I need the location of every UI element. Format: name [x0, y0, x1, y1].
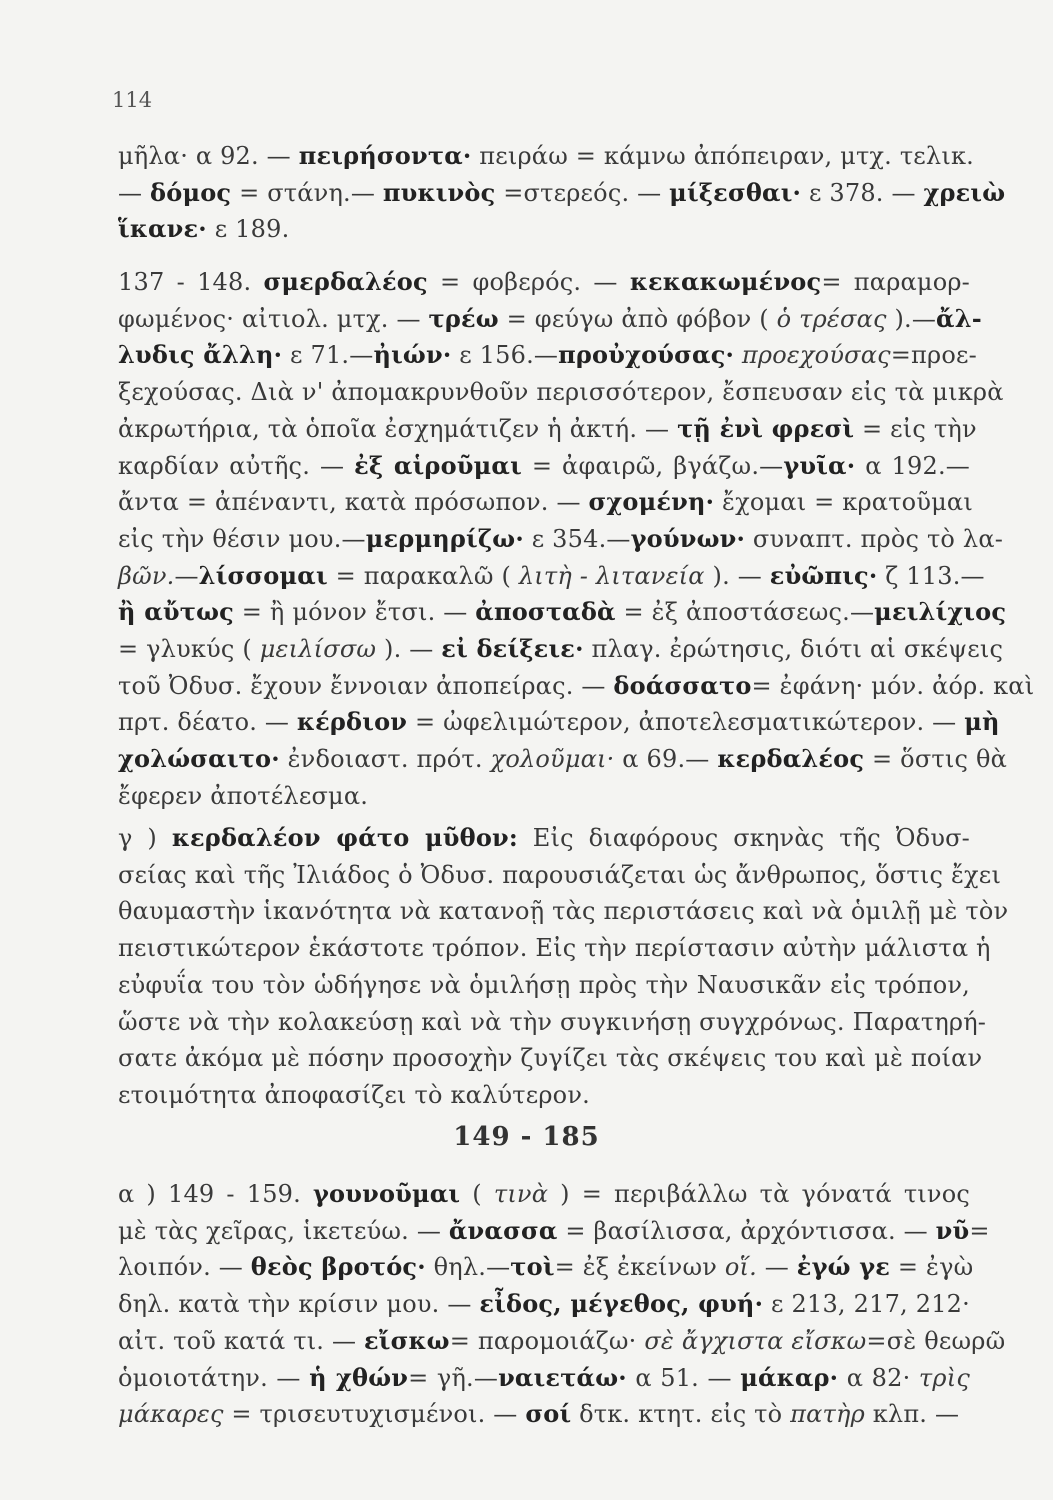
text-run: δηλ. κατὰ τὴν κρίσιν μου. —	[118, 1290, 480, 1319]
headword: πυκινὸς	[382, 177, 496, 207]
text-line	[118, 1077, 970, 1114]
text-run: μῆλα· α 92. —	[118, 142, 299, 170]
text-run: σὲ ἄγχιστα εἴσκω	[644, 1326, 867, 1355]
headword: μερμηρίζω·	[365, 523, 524, 553]
text-line	[118, 484, 973, 521]
text-line	[118, 374, 1004, 411]
text-line	[118, 264, 970, 301]
headword: γυῖα·	[783, 450, 856, 480]
headword: μὴ	[964, 707, 1000, 737]
text-line	[118, 138, 974, 175]
text-line	[118, 411, 977, 448]
text-line	[118, 301, 982, 338]
text-run: —	[118, 178, 151, 207]
text-run: πλαγ. ἐρώτησις, διότι αἱ σκέψεις	[583, 635, 1004, 664]
text-run: εὐφυΐα του τὸν ὡδήγησε νὰ ὁμιλήσῃ πρὸς τὴν Ναυσικᾶν εἰς τρόπον,	[118, 970, 970, 999]
text-run: =προε-	[890, 341, 977, 370]
text-run: α 51. —	[626, 1363, 741, 1392]
headword: κεκακωμένος	[629, 267, 822, 296]
headword: κερδαλέος	[717, 744, 865, 774]
text-run: λιτὴ - λιτανεία	[518, 561, 705, 590]
text-line	[118, 1004, 987, 1041]
text-run: = παρομοιάζω·	[449, 1326, 645, 1355]
headword: εἴσκω	[364, 1325, 450, 1355]
text-run: δτκ. κτητ. εἰς τὸ	[571, 1400, 791, 1429]
text-run: =στερεός. —	[495, 178, 670, 207]
headword: θεὸς βροτός·	[250, 1252, 426, 1282]
text-line	[118, 594, 1007, 631]
text-run: ἔφερεν ἀποτέλεσμα.	[118, 781, 369, 810]
headword: λυδις ἄλλη·	[118, 340, 283, 370]
text-run: ε 71.—	[282, 341, 374, 370]
text-run: κλπ. —	[864, 1400, 960, 1429]
text-run: πειράω = κάμνω ἀπόπειραν, μτχ. τελικ.	[471, 142, 974, 170]
text-line	[118, 704, 1000, 741]
text-run: σατε ἀκόμα μὲ πόσην προσοχὴν ζυγίζει τὰς σκέψεις του καὶ μὲ ποίαν	[118, 1044, 983, 1073]
text-run: μάκαρες	[118, 1400, 224, 1429]
text-line	[118, 930, 991, 967]
text-run: ε 156.—	[451, 341, 559, 370]
text-run: ). —	[704, 561, 770, 590]
text-run: ξεχούσας. Διὰ ν' ἀπομακρυνθοῦν περισσότερον, ἔσπευσαν εἰς τὰ μικρὰ	[118, 378, 1004, 407]
headword: μειλίχιος	[874, 597, 1007, 627]
text-run: = γλυκύς (	[118, 635, 260, 664]
headword: ἵκανε·	[118, 214, 207, 244]
headword: ἀποσταδὰ	[475, 597, 616, 627]
text-run: εἰς τὴν θέσιν μου.—	[118, 524, 366, 553]
headword: χρειὼ	[923, 177, 1006, 207]
text-run: ε 378. —	[801, 178, 924, 207]
headword: τοὶ	[510, 1252, 555, 1282]
headword: τρέω	[428, 303, 499, 333]
text-run: ἐνδοιαστ. πρότ.	[279, 745, 491, 774]
text-run: καρδίαν αὐτῆς. —	[118, 451, 355, 480]
text-line	[118, 1396, 970, 1433]
text-run: ). —	[376, 635, 442, 664]
text-run: = ἐγὼ	[890, 1253, 974, 1282]
text-run: ).—	[886, 304, 937, 333]
headword: σοί	[525, 1399, 572, 1429]
glossary-block-1	[118, 138, 1006, 248]
text-run: χολοῦμαι·	[490, 745, 615, 774]
text-line	[118, 1249, 974, 1286]
headword: γούνων·	[630, 523, 746, 553]
text-line	[118, 448, 970, 485]
text-run: θηλ.—	[425, 1253, 511, 1282]
text-run: = παρακαλῶ (	[327, 561, 519, 590]
text-line	[118, 668, 1035, 705]
headword: εἰ δείξειε·	[441, 634, 584, 664]
text-run: προεχούσας	[734, 341, 891, 370]
text-run: = εἰς τὴν	[854, 414, 977, 443]
text-line	[118, 893, 1009, 930]
text-line	[118, 211, 970, 248]
text-run: ε 354.—	[523, 524, 631, 553]
text-run: πειστικώτερον ἑκάστοτε τρόπον. Εἰς τὴν περίστασιν αὐτὴν μάλιστα ἡ	[118, 934, 991, 963]
text-run: συναπτ. πρὸς τὸ λα-	[745, 524, 1004, 553]
page-number: 114	[112, 88, 153, 112]
text-run: βῶν.	[118, 561, 175, 590]
text-run: α 82·	[838, 1363, 919, 1392]
headword: νῦ	[935, 1215, 970, 1245]
headword: προὐχούσας·	[558, 340, 735, 370]
text-line	[118, 1176, 970, 1213]
text-run: —	[174, 561, 199, 590]
headword: ναιετάω·	[498, 1362, 627, 1392]
headword: κέρδιον	[296, 707, 408, 737]
text-line	[118, 1360, 970, 1397]
headword: μάκαρ·	[740, 1362, 839, 1392]
text-run: 137 - 148.	[118, 268, 264, 296]
text-run: ἄντα = ἀπέναντι, κατὰ πρόσωπον. —	[118, 488, 589, 517]
headword: γουνοῦμαι	[312, 1179, 461, 1208]
text-line	[118, 631, 1004, 668]
text-run: = ἀφαιρῶ, βγάζω.—	[521, 451, 784, 480]
section-heading: 149 - 185	[453, 1122, 600, 1152]
text-run: λοιπόν. —	[118, 1253, 251, 1282]
text-line	[118, 1286, 970, 1323]
glossary-block-4	[118, 1176, 1006, 1433]
headword: ἢ αὔτως	[118, 597, 234, 627]
headword: κερδαλέον φάτο μῦθον:	[171, 823, 518, 852]
headword: μίξεσθαι·	[669, 177, 802, 207]
text-line	[118, 820, 970, 857]
headword: πειρήσοντα·	[298, 141, 472, 170]
text-run: ετοιμότητα ἀποφασίζει τὸ καλύτερον.	[118, 1080, 590, 1109]
text-run: τοῦ Ὀδυσ. ἔχουν ἔννοιαν ἀποπείρας. —	[118, 671, 614, 700]
headword: ἄλ-	[936, 303, 982, 333]
headword: χολώσαιτο·	[118, 744, 280, 774]
text-line	[118, 1213, 990, 1250]
text-line	[118, 967, 970, 1004]
text-run: = ἐξ ἀποστάσεως.—	[615, 598, 875, 627]
text-line	[118, 337, 977, 374]
text-run: = φοβερός. —	[427, 268, 630, 296]
text-run: = στάνη.—	[231, 178, 383, 207]
text-run: Εἰς διαφόρους σκηνὰς τῆς Ὀδυσ-	[517, 824, 970, 852]
text-run: θαυμαστὴν ἱκανότητα νὰ κατανοῇ τὰς περιστάσεις καὶ νὰ ὁμιλῇ μὲ τὸν	[118, 897, 1009, 926]
text-run: γ )	[118, 824, 172, 852]
text-run: α 69.—	[614, 745, 718, 774]
text-run: αἰτ. τοῦ κατά τι. —	[118, 1326, 364, 1355]
text-line	[118, 1323, 1006, 1360]
text-run: =	[969, 1216, 990, 1245]
headword: λίσσομαι	[198, 560, 328, 590]
text-line	[118, 857, 1002, 894]
headword: ἡ χθών	[309, 1362, 409, 1392]
headword: ἠιών·	[373, 340, 452, 370]
text-run: μειλίσσω	[259, 635, 377, 664]
text-run: = φεύγω ἀπὸ φόβον (	[498, 304, 777, 333]
headword: τῇ ἐνὶ φρεσὶ	[677, 413, 855, 443]
headword: ἄνασσα	[448, 1215, 558, 1245]
text-run: α ) 149 - 159.	[118, 1180, 313, 1208]
text-run: —	[756, 1253, 797, 1282]
headword: εὐῶπις·	[769, 560, 878, 590]
headword: σχομένη·	[588, 487, 715, 517]
text-run: = ἢ μόνον ἔτσι. —	[233, 598, 476, 627]
headword: εἶδος, μέγεθος, φυή·	[479, 1289, 764, 1319]
text-run: τινὰ	[493, 1180, 549, 1208]
text-line	[118, 741, 1008, 778]
text-run: σείας καὶ τῆς Ἰλιάδος ὁ Ὀδυσ. παρουσιάζεται ὡς ἄνθρωπος, ὅστις ἔχει	[118, 860, 1002, 889]
text-run: ζ 113.—	[877, 561, 985, 590]
text-run: α 192.—	[855, 451, 970, 480]
text-run: = παραμορ-	[821, 268, 970, 296]
text-run: τρὶς	[918, 1363, 970, 1392]
commentary-paragraph	[118, 820, 1009, 1114]
text-run: ἀκρωτήρια, τὰ ὁποῖα ἐσχημάτιζεν ἡ ἀκτή. —	[118, 414, 678, 443]
text-run: =σὲ θεωρῶ	[866, 1326, 1006, 1355]
text-run: ὁμοιοτάτην. —	[118, 1363, 310, 1392]
text-run: ἔχομαι = κρατοῦμαι	[714, 488, 973, 517]
text-line	[118, 558, 985, 595]
headword: δοάσσατο	[613, 670, 752, 700]
text-run: = ὅστις θὰ	[864, 745, 1008, 774]
text-line	[118, 175, 1006, 212]
text-run: = ἐξ ἐκείνων	[554, 1253, 725, 1282]
text-run: ε 189.	[206, 215, 290, 244]
text-run: = βασίλισσα, ἀρχόντισσα. —	[557, 1216, 936, 1245]
headword: ἐγώ γε	[796, 1252, 891, 1282]
text-run: = γῆ.—	[408, 1363, 499, 1392]
text-run: μὲ τὰς χεῖρας, ἱκετεύω. —	[118, 1216, 449, 1245]
text-run: (	[460, 1180, 494, 1208]
text-run: ) = περιβάλλω τὰ γόνατά τινος	[548, 1180, 970, 1208]
text-run: πατὴρ	[790, 1400, 865, 1429]
text-run: ὥστε νὰ τὴν κολακεύσῃ καὶ νὰ τὴν συγκινήσῃ συγχρόνως. Παρατηρή-	[118, 1007, 987, 1036]
headword: ἐξ αἱροῦμαι	[354, 450, 522, 480]
text-run: = ὠφελιμώτερον, ἀποτελεσματικώτερον. —	[407, 708, 965, 737]
text-run: ε 213, 217, 212·	[763, 1290, 970, 1319]
text-run: = τρισευτυχισμένοι. —	[223, 1400, 526, 1429]
text-run: = ἐφάνη· μόν. ἀόρ. καὶ	[751, 671, 1035, 700]
glossary-block-2	[118, 264, 1035, 815]
headword: σμερδαλέος	[263, 267, 428, 296]
text-run: πρτ. δέατο. —	[118, 708, 297, 737]
text-line	[118, 778, 970, 815]
text-run: φωμένος· αἰτιολ. μτχ. —	[118, 304, 429, 333]
text-line	[118, 521, 1004, 558]
text-run: ὁ τρέσας	[776, 304, 887, 333]
text-run: οἵ.	[724, 1253, 757, 1282]
headword: δόμος	[150, 177, 232, 207]
text-line	[118, 1040, 983, 1077]
